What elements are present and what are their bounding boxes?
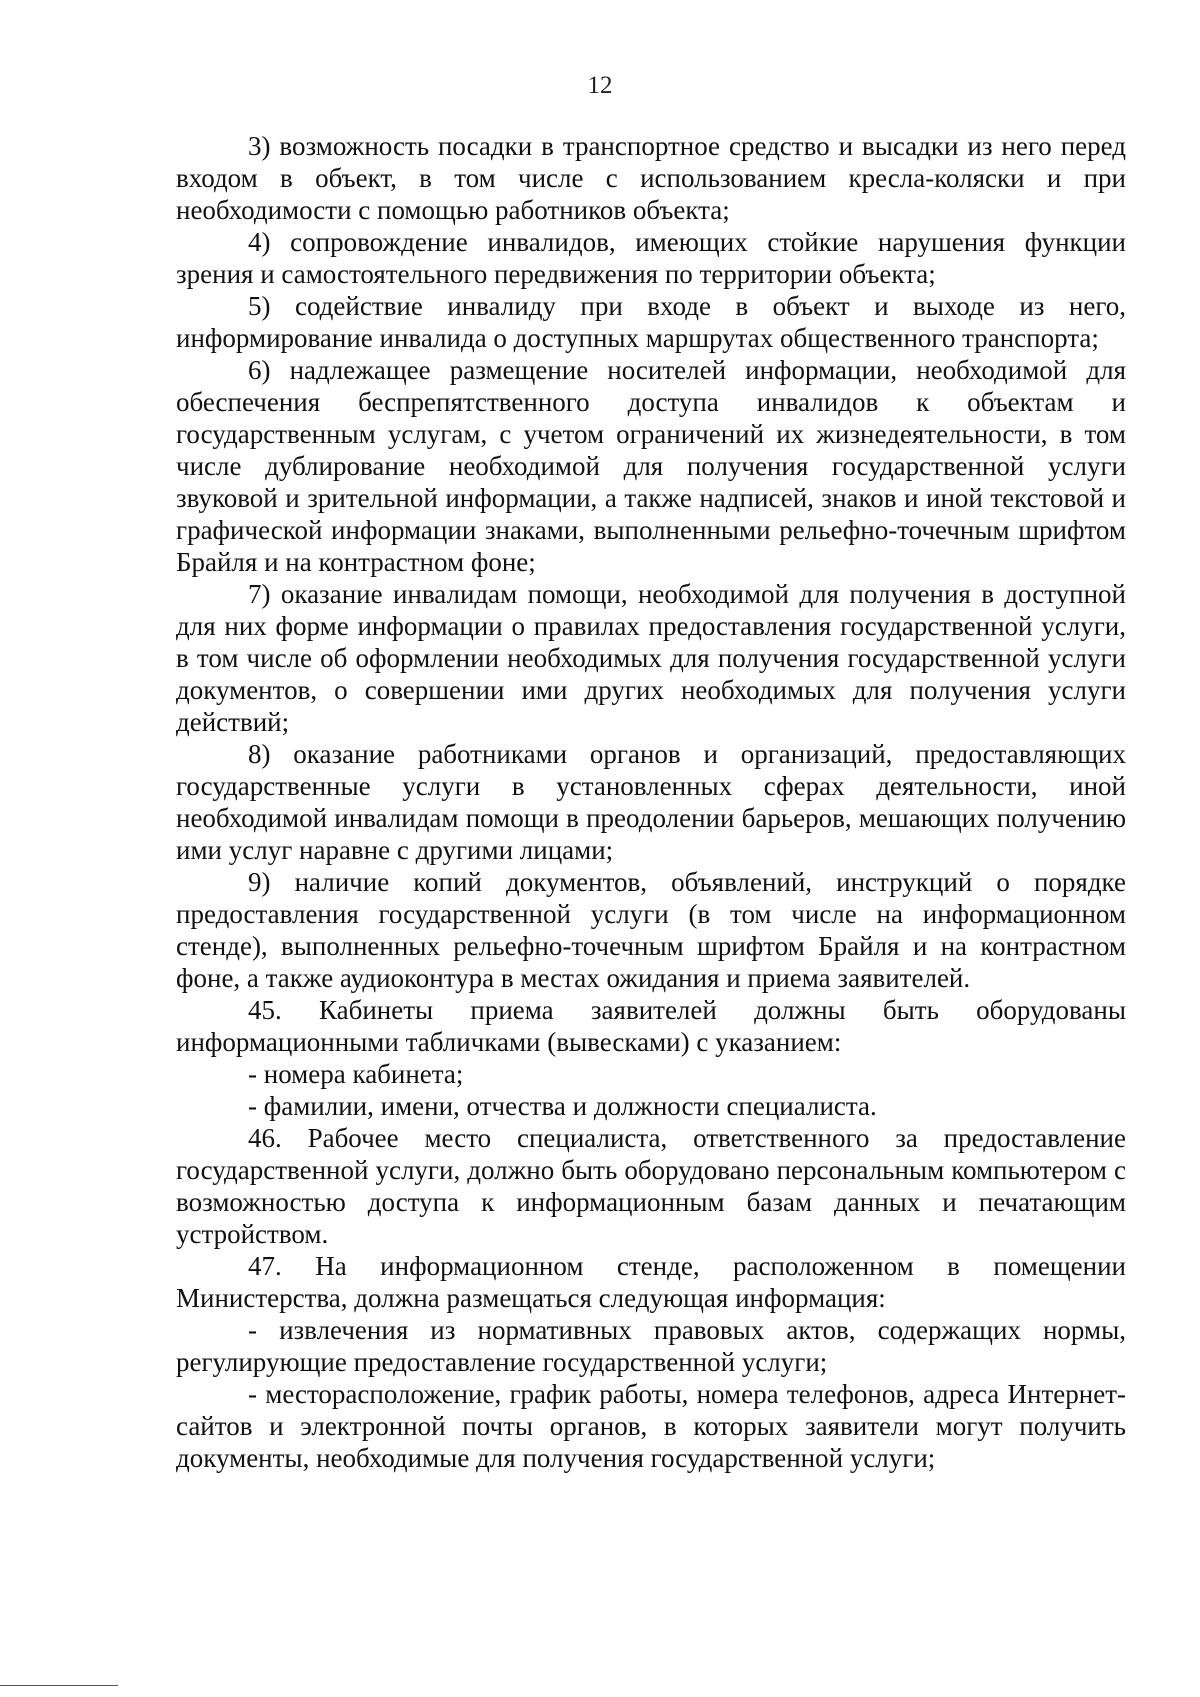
item-5-entry-assistance: 5) содействие инвалиду при входе в объект и выходе из него, информирование инвалида о доступных маршрутах общественного транспорта; [176, 291, 1126, 353]
clause-45-bullet-specialist-name: - фамилии, имени, отчества и должности специалиста. [248, 1091, 877, 1121]
clause-47-bullet-locations: - месторасположение, график работы, номера телефонов, адреса Интернет-сайтов и электронной почты органов, в которых заявители могут получить документы, необходимые для получения государственной услуги; [176, 1379, 1126, 1473]
item-9-document-copies: 9) наличие копий документов, объявлений, инструкций о порядке предоставления государственной услуги (в том числе на информационном стенде), выполненных рельефно-точечным шрифтом Брайля и на контрастном фоне, а также аудиоконтура в местах ожидания и приема заявителей. [176, 867, 1126, 993]
clause-45-bullet-office-number: - номера кабинета; [248, 1059, 464, 1089]
item-7-help-with-information: 7) оказание инвалидам помощи, необходимой для получения в доступной для них форме информации о правилах предоставления государственной услуги, в том числе об оформлении необходимых для получения государственной услуги документов, о совершении ими других необходимых для получения услуги действий; [176, 579, 1126, 737]
footer-rule [0, 1685, 118, 1686]
clause-47-information-stand: 47. На информационном стенде, расположенном в помещении Министерства, должна размещаться следующая информация: [176, 1251, 1126, 1313]
clause-45-office-signs: 45. Кабинеты приема заявителей должны быть оборудованы информационными табличками (вывесками) с указанием: [176, 995, 1126, 1057]
page-number: 12 [587, 72, 613, 99]
item-8-staff-assistance: 8) оказание работниками органов и организаций, предоставляющих государственные услуги в установленных сферах деятельности, иной необходимой инвалидам помощи в преодолении барьеров, мешающих получению ими услуг наравне с другими лицами; [176, 739, 1126, 865]
item-6-information-placement: 6) надлежащее размещение носителей информации, необходимой для обеспечения беспрепятственного доступа инвалидов к объектам и государственным услугам, с учетом ограничений их жизнедеятельности, в том числе дублирование необходимой для получения государственной услуги звуковой и зрительной информации, а также надписей, знаков и иной текстовой и графической информации знаками, выполненными рельефно-точечным шрифтом Брайля и на контрастном фоне; [176, 355, 1126, 577]
document-body [176, 130, 1126, 1474]
item-4-escort: 4) сопровождение инвалидов, имеющих стойкие нарушения функции зрения и самостоятельного передвижения по территории объекта; [176, 227, 1126, 289]
clause-46-workplace: 46. Рабочее место специалиста, ответственного за предоставление государственной услуги, должно быть оборудовано персональным компьютером с возможностью доступа к информационным базам данных и печатающим устройством. [176, 1123, 1126, 1249]
clause-47-bullet-legal-extracts: - извлечения из нормативных правовых актов, содержащих нормы, регулирующие предоставление государственной услуги; [176, 1315, 1126, 1377]
item-3-boarding: 3) возможность посадки в транспортное средство и высадки из него перед входом в объект, в том числе с использованием кресла-коляски и при необходимости с помощью работников объекта; [176, 131, 1126, 225]
